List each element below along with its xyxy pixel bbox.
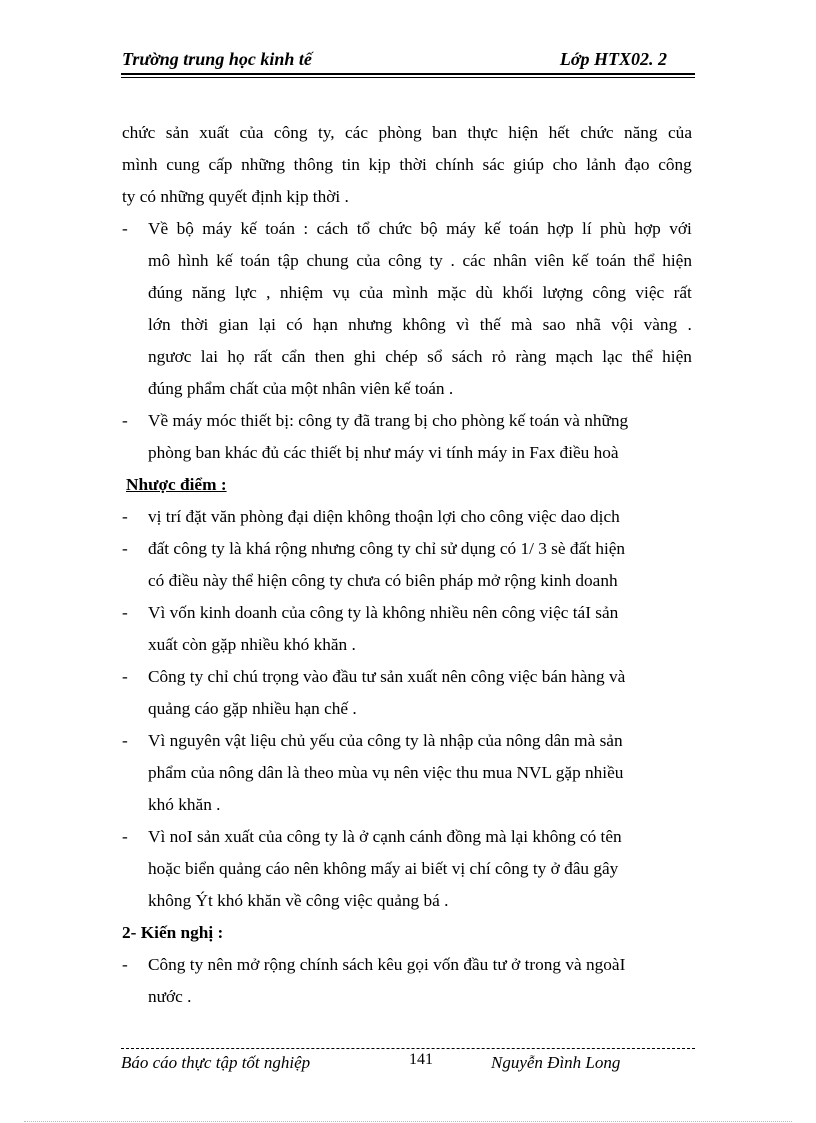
bullet-item-investment: [122, 949, 692, 981]
bullet-line: Vì noI sản xuất của công ty là ở cạnh cánh đồng mà lại không có tên: [148, 827, 622, 846]
bullet-item-equipment: [122, 405, 692, 437]
bullet-line: đúng năng lực , nhiệm vụ của mình mặc dù khối lượng công việc rất: [148, 283, 692, 302]
section-heading-disadvantages: [122, 469, 692, 501]
bullet-item-office-location: [122, 501, 692, 533]
bullet-line: Công ty chỉ chú trọng vào đầu tư sản xuất nên công việc bán hàng và: [148, 667, 626, 686]
section-heading-recommendations: 2- Kiến nghị :: [122, 923, 224, 942]
bullet-line: đất công ty là khá rộng nhưng công ty chỉ sử dụng có 1/ 3 sè đất hiện: [148, 539, 626, 558]
bullet-line: đúng phẩm chất của một nhân viên kế toán .: [148, 379, 454, 398]
bullet-marker: -: [122, 539, 128, 558]
page-bottom-border: [24, 1121, 792, 1122]
bullet-marker: -: [122, 955, 128, 974]
footer-report-title: Báo cáo thực tập tốt nghiệp: [121, 1053, 311, 1072]
bullet-marker: -: [122, 731, 128, 750]
bullet-marker: -: [122, 411, 128, 430]
bullet-line: khó khăn .: [148, 795, 221, 814]
heading-text: Nhược điểm :: [126, 475, 227, 494]
body-line: chức sản xuất của công ty, các phòng ban thực hiện hết chức năng của: [122, 123, 692, 142]
body-line: ty có những quyết định kịp thời .: [122, 187, 349, 206]
bullet-line: không Ýt khó khăn về công việc quảng bá .: [148, 891, 449, 910]
header-rule-thin: [121, 77, 695, 78]
page-number: 141: [409, 1051, 433, 1068]
bullet-line: lớn thời gian lại có hạn nhưng không vì thế mà sao nhã vội vàng .: [148, 315, 692, 334]
bullet-line: quảng cáo gặp nhiều hạn chế .: [148, 699, 357, 718]
bullet-line: Công ty nên mở rộng chính sách kêu gọi vốn đầu tư ở trong và ngoàI: [148, 955, 626, 974]
bullet-line: vị trí đặt văn phòng đại diện không thoận lợi cho công việc dao dịch: [148, 507, 620, 526]
bullet-item-sales-focus: [122, 661, 692, 693]
bullet-line: Vì nguyên vật liệu chủ yếu của công ty là nhập của nông dân mà sản: [148, 731, 623, 750]
bullet-marker: -: [122, 507, 128, 526]
bullet-line: hoặc biển quảng cáo nên không mấy ai biết vị chí công ty ở đâu gây: [148, 859, 619, 878]
bullet-line: có điều này thể hiện công ty chưa có biên pháp mở rộng kinh doanh: [148, 571, 618, 590]
bullet-marker: -: [122, 827, 128, 846]
bullet-marker: -: [122, 667, 128, 686]
page-footer: [121, 1053, 695, 1077]
body-line: mình cung cấp những thông tin kịp thời chính sác giúp cho lảnh đạo công: [122, 155, 692, 174]
bullet-item-capital: [122, 597, 692, 629]
bullet-line: phẩm của nông dân là theo mùa vụ nên việc thu mua NVL gặp nhiều: [148, 763, 624, 782]
bullet-marker: -: [122, 219, 128, 238]
bullet-item-land-use: [122, 533, 692, 565]
page-header: [121, 47, 695, 75]
footer-rule: [121, 1048, 695, 1049]
bullet-marker: -: [122, 603, 128, 622]
header-rule: [121, 73, 695, 75]
header-school-name: Trường trung học kinh tế: [122, 49, 312, 69]
document-body: [122, 117, 692, 1013]
bullet-line: phòng ban khác đủ các thiết bị như máy vi tính máy in Fax điều hoà: [148, 443, 619, 462]
bullet-line: xuất còn gặp nhiều khó khăn .: [148, 635, 356, 654]
bullet-item-accounting: [122, 213, 692, 245]
footer-author: Nguyễn Đình Long: [491, 1053, 621, 1072]
bullet-line: nước .: [148, 987, 192, 1006]
bullet-line: Về máy móc thiết bị: công ty đã trang bị cho phòng kế toán và những: [148, 411, 629, 430]
header-class-name: Lớp HTX02. 2: [559, 49, 667, 69]
bullet-line: Vì vốn kinh doanh của công ty là không nhiều nên công việc táI sản: [148, 603, 619, 622]
bullet-item-signage: [122, 821, 692, 853]
bullet-line: ngươc lai họ rất cẩn then ghi chép sổ sách rỏ ràng mạch lạc thể hiện: [148, 347, 692, 366]
bullet-line: Về bộ máy kế toán : cách tổ chức bộ máy kế toán hợp lí phù hợp với: [148, 219, 692, 238]
bullet-item-raw-materials: [122, 725, 692, 757]
bullet-line: mô hình kế toán tập chung của công ty . các nhân viên kế toán thể hiện: [148, 251, 692, 270]
